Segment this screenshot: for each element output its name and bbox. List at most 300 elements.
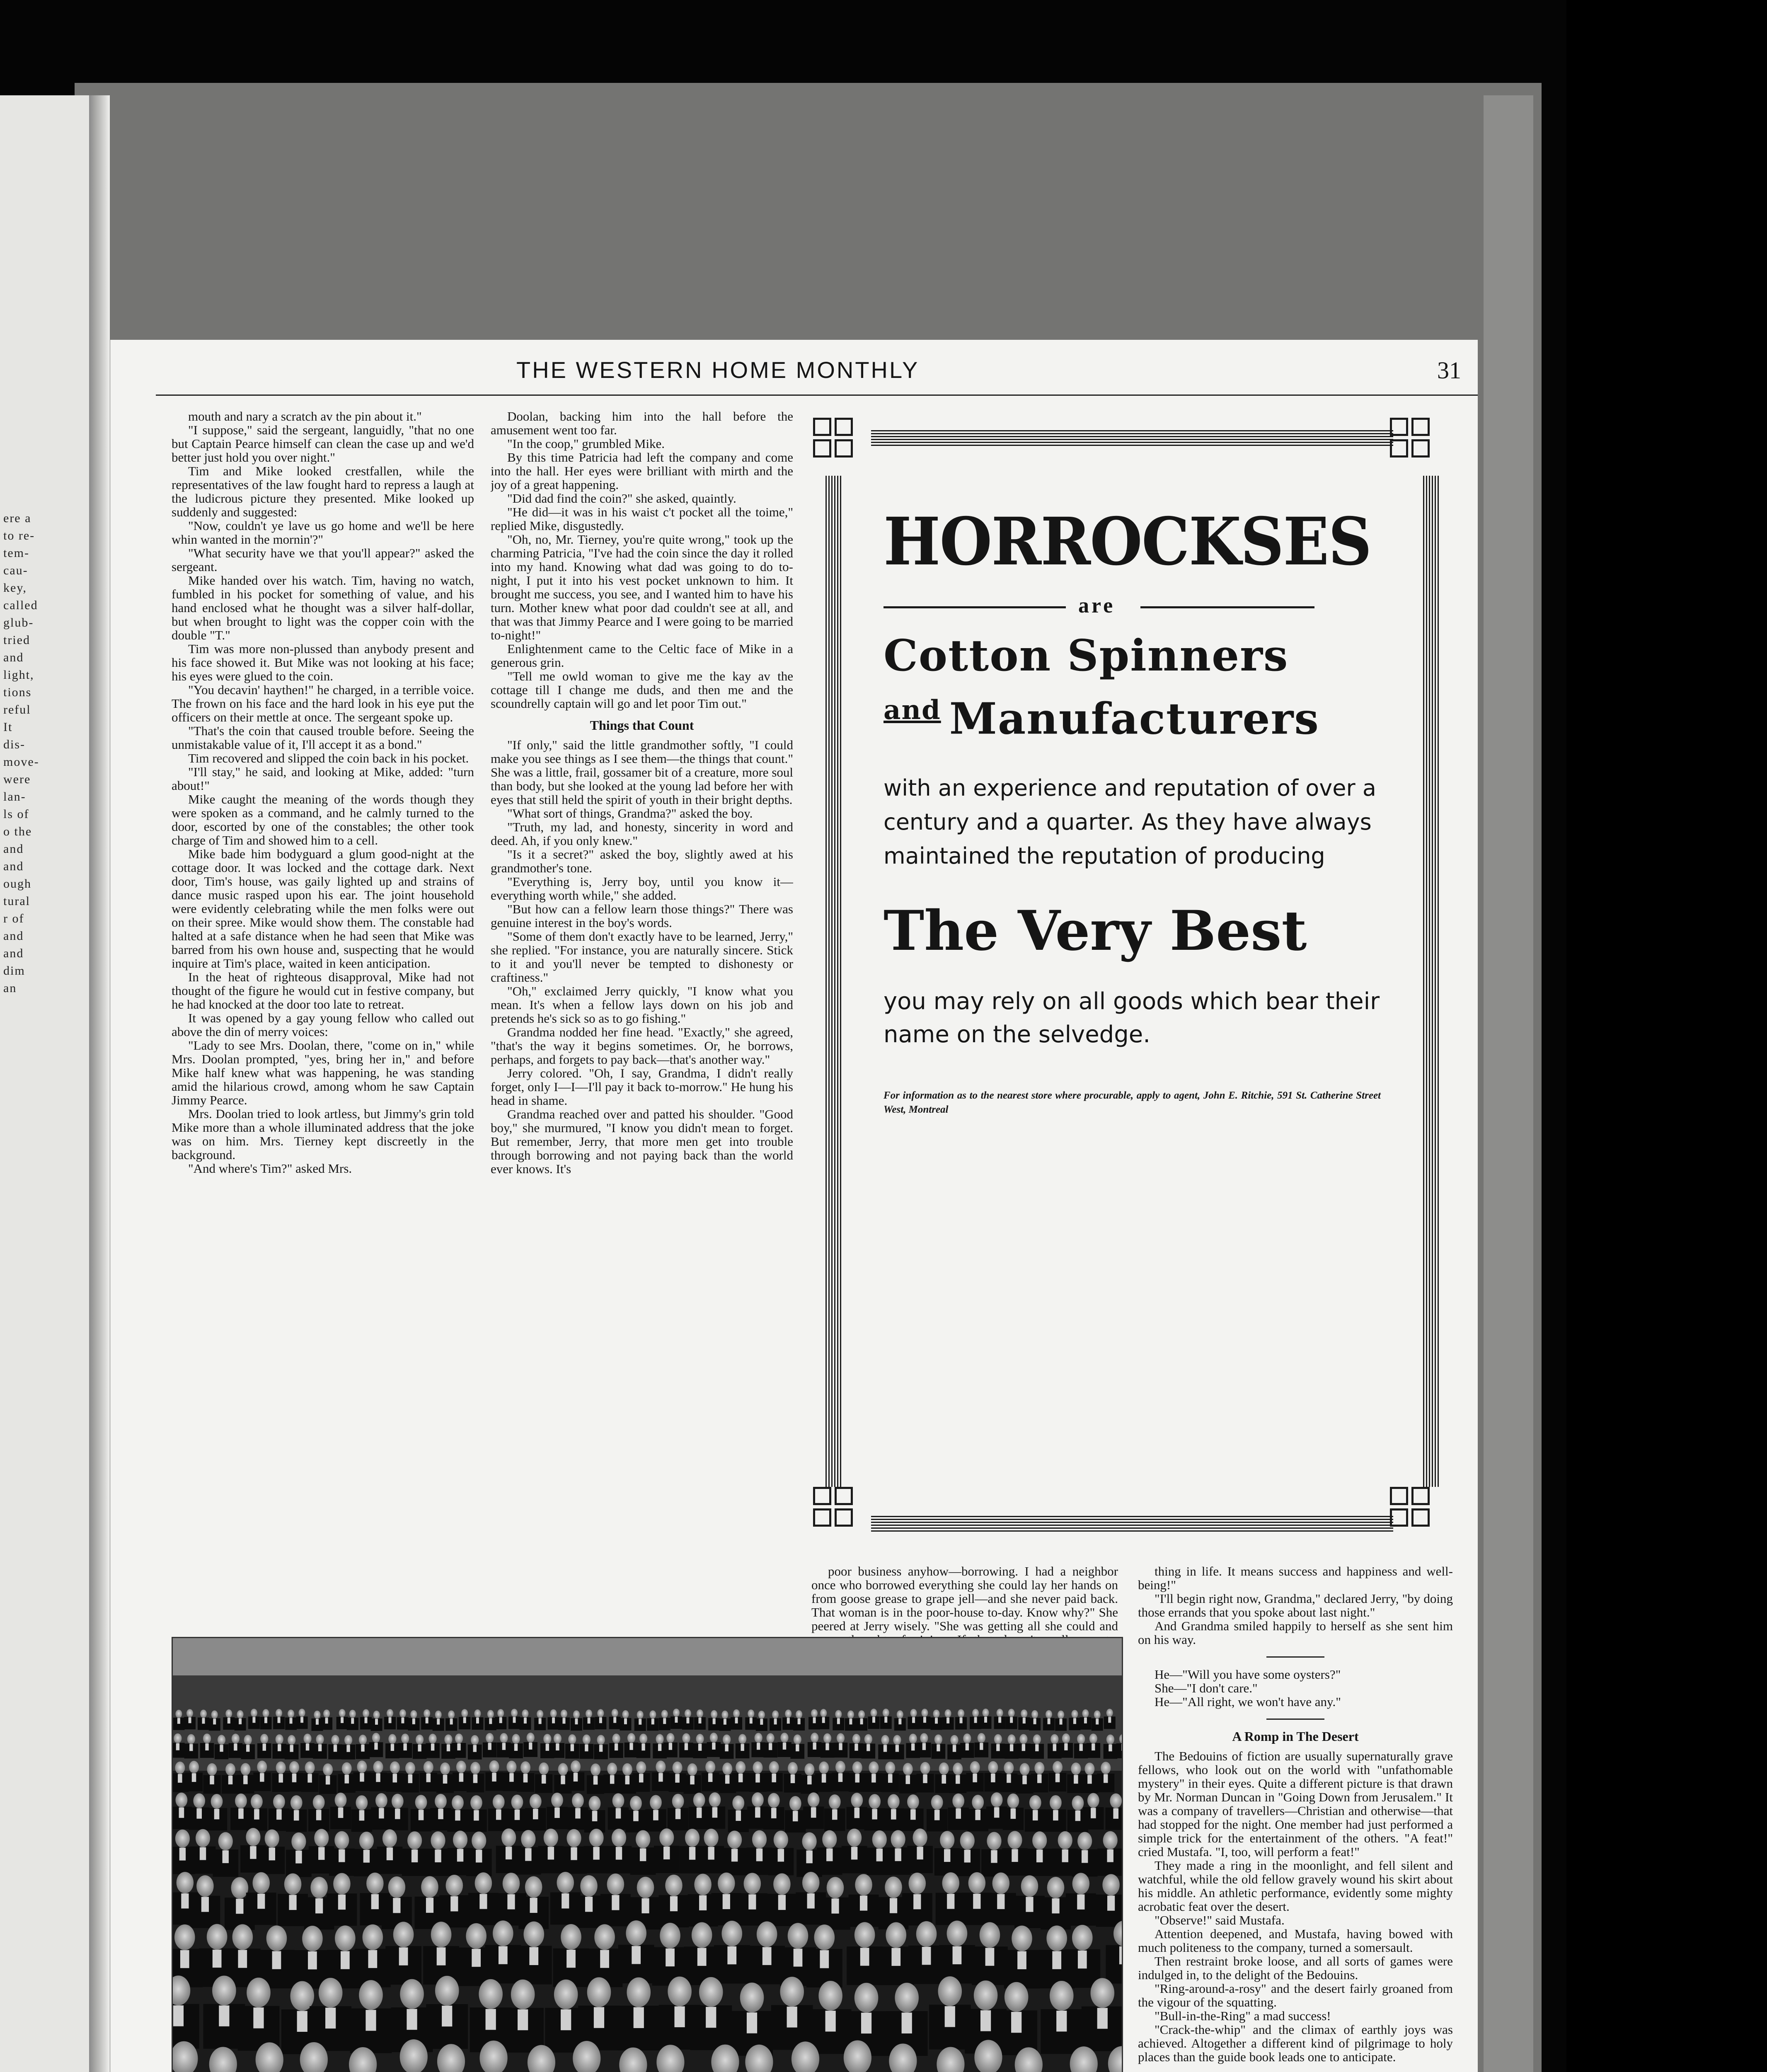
attendee-face [687,1763,697,1776]
attendee-face [373,1711,380,1719]
attendee-face [636,1761,646,1774]
attendee-face [244,1735,252,1745]
attendee-collar [588,1718,591,1723]
attendee-collar [1036,1849,1043,1862]
attendee-collar [254,1809,259,1819]
attendee-face [794,1734,801,1744]
fragment-line: and [3,929,24,943]
attendee-collar [998,1717,1001,1723]
attendee-face [334,1831,349,1849]
attendee-face [207,1924,228,1950]
attendee-face [193,1794,205,1808]
attendee-face [913,1828,927,1847]
attendee-face [493,1794,505,1809]
attendee-face [639,1734,647,1744]
attendee-collar [708,1773,713,1782]
attendee-collar [966,1743,969,1750]
paragraph: The Bedouins of fiction are usually supernaturally grave fellows, who look out on the world with "unfathomable mystery" in their eyes. Quite a different picture is that drawn by Mr. Norman Duncan in "Going Down from Jerusalem." It was a company of travellers—Christian and otherwise—that had stopped for the night. One member had just performed a simple trick for the entertainment of the others. "A feat!" cried Mustafa. "I, too, will perform a feat!" [1138,1749,1453,1859]
attendee-face [299,1709,305,1717]
attendee-collar [325,1718,328,1723]
paragraph: Jerry colored. "Oh, I say, Grandma, I didn't really forget, only I—I—I'll pay it back to-morrow." He hung his head in shame. [491,1066,793,1108]
attendee-face [1020,1763,1030,1775]
fragment-line: lan- [3,790,26,804]
attendee-face [1102,1874,1120,1895]
attendee-face [744,1873,761,1894]
attendee-face [487,1710,494,1718]
attendee-collar [599,1717,602,1723]
attendee-collar [750,1718,753,1723]
attendee-collar [435,1849,441,1862]
attendee-face [916,1921,937,1947]
attendee-collar [408,1774,413,1783]
attendee-face [835,1761,845,1773]
attendee-collar [980,1743,983,1750]
attendee-collar [1062,1849,1068,1862]
attendee-face [561,1709,567,1718]
attendee-collar [860,1895,867,1910]
attendee-collar [854,1744,858,1751]
paragraph: "Some of them don't exactly have to be learned, Jerry," she replied. "For instance, you are naturally sincere. Stick to it and you'll never be tempted to dishonesty or craftiness." [491,929,793,985]
attendee-collar [1084,1718,1087,1723]
attendee-collar [379,1808,384,1818]
attendee-face [612,1709,618,1717]
attendee-face [319,1978,343,2008]
attendee-face [415,1795,427,1810]
attendee-face [421,1876,438,1898]
attendee-face [1106,1709,1113,1717]
attendee-face [685,1709,691,1718]
attendee-collar [438,1809,443,1819]
attendee-face [738,1734,746,1744]
attendee-collar [360,1773,364,1782]
attendee-face [200,1710,207,1718]
attendee-collar [913,1894,921,1909]
attendee-face [323,1709,330,1718]
attendee-collar [533,1809,538,1819]
attendee-face [693,1793,705,1808]
attendee-collar [757,1743,760,1750]
attendee-collar [179,1808,184,1818]
attendee-face [356,1795,368,1810]
attendee-face [722,1762,732,1775]
attendee-face [313,1795,325,1810]
attendee-face [288,1709,294,1718]
attendee-collar [418,1745,421,1752]
attendee-collar [220,1745,223,1752]
attendee-collar [697,1808,702,1818]
attendee-face [288,1735,295,1745]
attendee-face [339,1709,346,1717]
attendee-collar [272,1951,281,1969]
attendee-collar [632,1946,641,1964]
attendee-collar [391,1744,394,1751]
attendee-collar [479,1894,487,1909]
attendee-collar [910,1809,916,1820]
attendee-face [303,1733,311,1743]
paragraph: "He did—it was in his waist c't pocket all the toime," replied Mike, disgustedly. [491,505,793,533]
paragraph: "Oh, no, Mr. Tierney, you're quite wrong," took up the charming Patricia, "I've had the coin since the day it rolled into my hand. Knowing what dad was going to do to-night, I put it into his vest pocket unknown to him. It brought me success, you see, and I wanted him to have his turn. Mother knew what poor dad couldn't see at all, and that was that Jimmy Pearce and I were going to be married to-night!" [491,532,793,642]
attendee-collar [822,1774,826,1783]
ad-brand-name: HORROCKSES [884,503,1371,580]
attendee-face [721,1711,728,1719]
attendee-face [431,1831,445,1849]
attendee-collar [945,2006,955,2027]
attendee-collar [838,1773,843,1782]
attendee-face [512,1734,520,1744]
attendee-collar [747,2012,757,2033]
paragraph: Grandma nodded her fine head. "Exactly," she agreed, "that's the way it begins sometimes. Or, he borrows, perhaps, and forgets to pay back—that's another way." [491,1025,793,1067]
attendee-collar [426,1898,433,1912]
attendee-face [175,1710,182,1718]
attendee-collar [911,1743,915,1750]
attendee-face [335,1925,356,1951]
attendee-collar [561,2009,571,2030]
fragment-line: key, [3,581,27,595]
attendee-collar [196,1808,202,1819]
attendee-collar [457,1849,463,1862]
attendee-collar [365,1717,368,1723]
fragment-line: an [3,981,17,995]
attendee-face [257,1761,267,1773]
attendee-collar [1109,1744,1112,1751]
attendee-collar [457,1743,460,1750]
fragment-line: and [3,946,24,960]
attendee-collar [769,1743,772,1750]
paragraph: Tim recovered and slipped the coin back in his pocket. [188,751,469,765]
attendee-collar [529,1947,538,1965]
attendee-face [871,1709,877,1717]
attendee-face [1034,1762,1044,1774]
attendee-collar [363,1850,370,1863]
fragment-line: to re- [3,529,35,542]
attendee-collar [849,1719,852,1724]
attendee-collar [953,1745,956,1752]
attendee-collar [341,1951,350,1969]
attendee-collar [585,1897,593,1912]
attendee-face [537,1710,543,1718]
attendee-collar [562,1893,569,1908]
attendee-collar [854,1808,859,1818]
attendee-collar [502,1743,506,1750]
attendee-face [511,1709,518,1717]
attendee-collar [238,1950,247,1968]
attendee-face [958,1709,964,1717]
attendee-collar [639,1774,644,1782]
attendee-face [650,1795,662,1810]
attendee-collar [289,1895,296,1910]
attendee-face [908,1873,926,1894]
fragment-line: were [3,772,31,786]
attendee-face [1071,1762,1081,1775]
film-border [1566,0,1767,2072]
attendee-collar [980,2010,991,2031]
attendee-face [284,1874,302,1895]
attendee-face [456,1761,466,1773]
attendee-face [544,1829,558,1847]
attendee-face [987,1832,1001,1850]
attendee-collar [1007,1774,1011,1783]
paragraph: "Now, couldn't ye lave us go home and we'll be here whin wanted in the mornin'?" [172,518,474,547]
magazine-title: THE WESTERN HOME MONTHLY [516,357,920,383]
attendee-face [814,1924,835,1950]
paragraph: "Lady to see Mrs. Doolan, there, "come on in," while Mrs. Doolan prompted, "yes, bring her in," and before Mike half knew what was happening, he was standing amid the hilarious crowd, among whom he saw Captain Jimmy Pearce. [172,1038,474,1107]
attendee-collar [300,1717,303,1723]
attendee-collar [774,1719,777,1724]
romp-body [1138,1749,1453,2064]
attendee-face [493,1920,513,1946]
attendee-collar [1107,1895,1115,1910]
attendee-face [1072,1873,1090,1894]
attendee-face [994,1734,1002,1744]
attendee-face [980,1922,1000,1948]
fragment-line: glub- [3,616,34,629]
attendee-collar [615,1743,618,1750]
attendee-collar [599,1745,603,1752]
paragraph: "I suppose," said the sergeant, languidly, "that no one but Captain Pearce himself can clean the case up and we'd better just hold you over night." [172,423,474,465]
attendee-collar [552,1718,555,1723]
attendee-face [920,1733,928,1743]
fragment-line: ls of [3,807,29,821]
attendee-collar [412,1719,415,1724]
attendee-collar [697,1948,707,1965]
attendee-face [416,1735,424,1745]
attendee-collar [594,2007,604,2028]
attendee-face [673,1709,680,1717]
attendee-collar [318,1847,324,1860]
attendee-collar [741,1744,744,1751]
attendee-face [503,1873,520,1894]
attendee-collar [239,1719,242,1724]
attendee-collar [213,1950,222,1968]
attendee-collar [616,1847,622,1860]
section-divider [1266,1656,1324,1658]
attendee-face [891,1830,905,1848]
attendee-face [521,1830,535,1848]
binding-gutter [89,95,110,2072]
attendee-face [375,1793,387,1808]
attendee-face [455,1733,463,1743]
attendee-collar [307,1774,312,1783]
attendee-collar [997,1894,1005,1909]
paragraph: "You decavin' haythen!" he charged, in a terrible voice. The frown on his face and the hard look in his eye put the officers on their mettle at once. The sergeant spoke up. [172,683,474,724]
attendee-face [1071,1710,1078,1718]
attendee-collar [539,1718,542,1724]
attendee-face [982,1709,989,1717]
dialog-line: He—"Will you have some oysters?" [1155,1667,1341,1682]
attendee-face [721,1921,742,1946]
attendee-face [780,1977,804,2007]
paragraph: "But how can a fellow learn those things?" There was genuine interest in the boy's words. [491,902,793,930]
attendee-collar [884,1745,887,1752]
attendee-collar [937,1744,940,1751]
attendee-collar [200,1847,206,1860]
attendee-collar [832,1809,838,1820]
attendee-face [237,1710,244,1719]
attendee-face [692,1922,712,1948]
attendee-face [525,1876,542,1898]
attendee-face [276,1734,283,1744]
attendee-collar [1113,1808,1118,1819]
attendee-collar [1096,1719,1099,1724]
attendee-collar [674,2007,685,2027]
attendee-face [872,1830,887,1849]
attendee-face [627,1733,635,1743]
attendee-collar [725,1775,730,1784]
attendee-face [755,1733,762,1743]
attendee-collar [1075,1811,1081,1821]
attendee-collar [902,2013,912,2033]
attendee-collar [724,1719,726,1725]
attendee-face [1021,1875,1038,1897]
attendee-collar [419,1810,424,1820]
things-conclusion [1138,1564,1453,1646]
attendee-collar [496,1809,501,1820]
attendee-face [568,1734,576,1744]
attendee-collar [641,1744,645,1751]
attendee-collar [712,1807,718,1818]
attendee-collar [663,1847,670,1859]
attendee-collar [624,1719,627,1724]
attendee-collar [389,1717,392,1723]
paragraph: "Observe!" said Mustafa. [1155,1913,1285,1927]
attendee-face [672,1794,684,1809]
attendee-collar [210,1776,214,1784]
attendee-face [769,1761,779,1774]
section-divider [1266,1719,1324,1720]
attendee-face [176,1793,188,1808]
attendee-face [938,1976,962,2006]
attendee-collar [895,1848,901,1861]
attendee-face [1058,1831,1072,1849]
attendee-collar [813,1717,816,1723]
attendee-face [622,1763,632,1776]
attendee-collar [455,1810,460,1820]
magazine-page [110,340,1478,2072]
paragraph: Doolan, backing him into the hall before the amusement went too far. [491,409,793,437]
attendee-collar [443,1775,448,1784]
attendee-face [470,1795,482,1810]
paragraph: Enlightenment came to the Celtic face of Mike in a generous grin. [491,641,793,670]
attendee-collar [1078,1951,1087,1968]
attendee-face [991,1792,1003,1807]
attendee-face [855,1874,872,1895]
attendee-face [630,1796,642,1811]
attendee-collar [366,2010,376,2031]
attendee-face [1058,1711,1064,1719]
attendee-face [474,1709,481,1718]
attendee-face [1087,1793,1099,1808]
attendee-face [246,1828,260,1846]
fragment-line: move- [3,755,39,769]
attendee-collar [180,1950,189,1968]
attendee-collar [401,1718,404,1723]
attendee-face [196,1829,210,1847]
attendee-face [665,1875,683,1896]
attendee-face [627,1978,651,2007]
attendee-face [847,1829,862,1847]
attendee-face [1094,1710,1101,1719]
attendee-face [506,1761,516,1773]
attendee-collar [326,1776,330,1784]
attendee-collar [1010,1744,1013,1751]
attendee-face [666,1733,674,1743]
attendee-face [895,1983,919,2013]
attendee-collar [548,1847,554,1860]
attendee-collar [403,1743,407,1750]
attendee-collar [822,1717,825,1723]
attendee-face [757,1922,777,1947]
attendee-collar [946,1718,949,1723]
fragment-line: and [3,859,24,873]
attendee-face [331,1735,339,1745]
story-continuation [491,409,793,710]
attendee-collar [1033,1810,1038,1820]
attendee-collar [325,2008,336,2028]
attendee-face [939,1762,949,1775]
attendee-collar [888,1774,893,1783]
attendee-collar [837,1718,840,1724]
attendee-collar [690,1776,695,1784]
attendee-face [211,1794,223,1809]
attendee-collar [473,1774,478,1783]
attendee-face [820,1709,827,1717]
attendee-collar [509,1773,514,1782]
attendee-face [550,1709,557,1718]
attendee-collar [1053,1810,1058,1820]
attendee-face [767,1733,775,1743]
attendee-collar [513,1717,516,1723]
attendee-face [597,1709,604,1717]
attendee-collar [1010,1717,1013,1723]
attendee-face [796,1710,802,1719]
attendee-face [289,1761,299,1774]
attendee-collar [974,1717,977,1723]
attendee-collar [713,1719,716,1724]
attendee-collar [685,1743,688,1750]
facing-page-fragments [3,510,86,997]
attendee-collar [278,1717,281,1723]
horrockses-advertisement [809,414,1456,1549]
attendee-collar [762,1947,772,1965]
attendee-face [637,1711,644,1719]
attendee-face [240,1763,250,1775]
attendee-face [685,1829,700,1847]
attendee-face [858,1710,865,1719]
attendee-collar [1107,1849,1113,1862]
attendee-collar [839,1743,842,1750]
attendee-face [372,1733,380,1743]
attendee-collar [173,2005,184,2026]
attendee-collar [1119,1946,1122,1964]
attendee-face [571,1760,581,1773]
attendee-collar [917,1847,923,1859]
attendee-collar [295,1851,302,1864]
attendee-face [748,1709,754,1718]
attendee-collar [639,1719,641,1725]
attendee-collar [675,1809,681,1819]
attendee-collar [783,1743,786,1750]
attendee-collar [772,1774,776,1782]
fragment-line: ere a [3,511,31,525]
attendee-face [1082,1709,1089,1718]
attendee-collar [290,1745,293,1752]
attendee-collar [860,1948,869,1965]
attendee-face [970,1761,980,1774]
paragraph: By this time Patricia had left the company and come into the hall. Her eyes were brilliant with mirth and the joy of a great happening. [491,450,793,492]
page-edge-strip [1484,95,1533,2072]
attendee-face [557,1872,574,1893]
fragment-line: tem- [3,546,29,560]
